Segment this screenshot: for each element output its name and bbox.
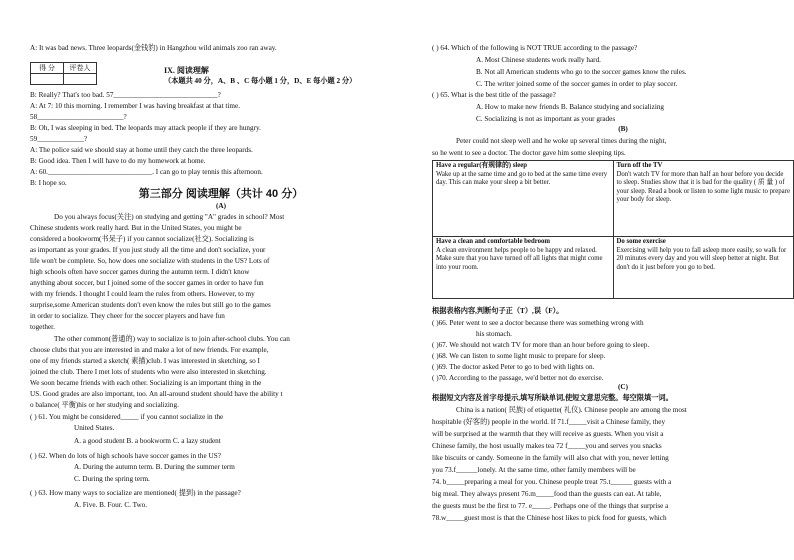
tip-exercise — [613, 237, 794, 299]
passage-a2-line: one of my friends started a sketch( 素描)club. I was interested in sketching, so I — [30, 357, 260, 365]
tip-regular-sleep — [433, 161, 614, 237]
score-cell: 得 分 — [31, 63, 64, 74]
question-63: ( ) 63. How many ways to socialize are mentioned( 提到) in the passage? — [30, 489, 241, 497]
passage-c-line: 78.w_____guest most is that the Chinese host likes to pick food for guests, which — [432, 514, 667, 522]
question-70: ( )70. According to the passage, we'd better not do exercise. — [432, 374, 604, 382]
part-a-label: (A) — [216, 202, 226, 210]
passage-a-line: considered a bookworm(书呆子) if you cannot socialize(社交). Socializing is — [30, 235, 254, 243]
question-61-options: A. a good student B. a bookworm C. a lazy student — [74, 437, 221, 445]
passage-c-line: you 73.f______lonely. At the same time, other family members will be — [432, 466, 636, 474]
section-9-title: IX. 阅读理解 — [164, 66, 209, 75]
passage-c-line: like biscuits or candy. Someone in the family will also chat with you, never letting — [432, 454, 669, 462]
part-3-title: 第三部分 阅读理解（共计 40 分） — [138, 188, 304, 200]
sleep-tips-table — [432, 160, 794, 299]
passage-a2-line: US. Good grades are also important, too. An all-around student should have the ability t — [30, 390, 283, 398]
dialog-line: A: It was bad news. Three leopards(金钱豹) in Hangzhou wild animals zoo ran away. — [30, 44, 277, 52]
left-column — [30, 0, 412, 560]
dialog-line: A: The police said we should stay at home until they catch the three leopards. — [30, 146, 253, 154]
dialog-line: A: At 7: 10 this morning. I remember I was having breakfast at that time. — [30, 102, 240, 110]
part-c-label: (C) — [618, 383, 628, 391]
tip-body: Exercising will help you to fall asleep more easily, so walk for 20 minutes every day and you will sleep better at night. But don't do it just before you go to bed. — [616, 246, 787, 271]
tip-heading: Do some exercise — [616, 238, 666, 245]
question-62-options: A. During the autumn term. B. During the summer term — [74, 463, 235, 471]
passage-a2-line: choose clubs that you are interested in and make a lot of new friends. For example, — [30, 346, 269, 354]
tip-clean-bedroom — [433, 237, 614, 299]
dialog-line: 58________________________? — [30, 113, 127, 121]
question-63-options: A. Five. B. Four. C. Two. — [74, 501, 148, 509]
question-65: ( ) 65. What is the best title of the passage? — [432, 91, 556, 99]
passage-a-line: in order to socialize. They cheer for the soccer players and have fun — [30, 312, 225, 320]
passage-a-line: with my friends. I thought I could learn the rules from others. However, to my — [30, 290, 255, 298]
dialog-line: B: Good idea. Then I will have to do my homework at home. — [30, 157, 206, 165]
passage-a-line: anything about soccer, but I joined some of the soccer games in order to have fun — [30, 279, 264, 287]
passage-c-line: big meal. They always present 76.m_____food than the guests can eat. At table, — [432, 490, 662, 498]
passage-a2-line: The other common(普通的) way to socialize is to join after-school clubs. You can — [54, 335, 290, 343]
question-69: ( )69. The doctor asked Peter to go to bed with lights on. — [432, 363, 595, 371]
passage-a2-line: We soon became friends with each other. Socializing is an important thing in the — [30, 379, 262, 387]
tip-heading: Turn off the TV — [616, 162, 663, 169]
tip-heading: Have a regular(有规律的) sleep — [436, 162, 528, 169]
passage-c-line: Chinese family, the host usually makes tea 72 f_____you and serves you snacks — [432, 442, 662, 450]
question-62: ( ) 62. When do lots of high schools have soccer games in the US? — [30, 452, 221, 460]
dialog-line: B: Oh, I was sleeping in bed. The leopards may attack people if they are hungry. — [30, 124, 261, 132]
passage-c-line: 74. b_____preparing a meal for you. Chinese people treat 75.t______ guests with a — [432, 478, 672, 486]
question-64-option-b: B. Not all American students who go to the soccer games know the rules. — [476, 68, 687, 76]
passage-a-line: as important as your grades. If you just study all the time and don't socialize, your — [30, 246, 266, 254]
question-62-option-c: C. During the spring term. — [74, 475, 150, 483]
tip-heading: Have a clean and comfortable bedroom — [436, 238, 551, 245]
score-table — [30, 62, 97, 85]
passage-a-line: high schools often have soccer games during the autumn term. I didn't know — [30, 268, 250, 276]
right-column — [432, 0, 794, 560]
passage-a-line: Do you always focus(关注) on studying and getting "A" grades in school? Most — [54, 213, 285, 221]
passage-a-line: surprise,some American students don't even know the rules but still go to the games — [30, 301, 271, 309]
question-64-option-a: A. Most Chinese students work really hard. — [476, 56, 601, 64]
question-64-option-c: C. The writer joined some of the soccer games in order to play soccer. — [476, 80, 678, 88]
question-65-options: A. How to make new friends B. Balance studying and socializing — [476, 103, 665, 111]
question-66: ( )66. Peter went to see a doctor because there was something wrong with — [432, 319, 644, 327]
question-64: ( ) 64. Which of the following is NOT TRUE according to the passage? — [432, 44, 638, 52]
passage-c-line: the guests must be the first to 77. e_____. Perhaps one of the things that surprise a — [432, 502, 669, 510]
passage-c-line: will be surprised at the warmth that they will receive as guests. When you visit a — [432, 430, 664, 438]
part-b-label: (B) — [618, 125, 628, 133]
passage-a-line: Chinese students work really hard. But in the United States, you might be — [30, 224, 242, 232]
passage-b-line: so he went to see a doctor. The doctor gave him some sleeping tips. — [432, 149, 626, 157]
passage-a-line: together. — [30, 323, 55, 331]
dialog-line: B: Really? That's too bad. 57_____________________________? — [30, 91, 221, 99]
section-9-subtitle: （本题共 40 分，A、B 、C 每小题 1 分，D、E 每小题 2 分） — [164, 77, 357, 85]
true-false-title: 根据表格内容,判断句子正（T）,误（F）。 — [432, 307, 564, 315]
tip-body: Wake up at the same time and go to bed at the same time every day. This can make your sleep a bit better. — [436, 170, 608, 187]
passage-a2-line: joined the club. There I met lots of students who were also interested in sketching. — [30, 368, 267, 376]
grader-blank — [64, 74, 97, 85]
question-61-cont: United States. — [74, 424, 115, 432]
passage-a-line: life won't be complete. So, how does one socialize with students in the US? Lots of — [30, 257, 270, 265]
dialog-line: A: 60._____________________________. I can go to play tennis this afternoon. — [30, 168, 263, 176]
question-61: ( ) 61. You might be considered_____ if you cannot socialize in the — [30, 413, 224, 421]
passage-c-line: China is a nation( 民族) of etiquette( 礼仪). Chinese people are among the most — [456, 406, 687, 414]
question-68: ( )68. We can listen to some light music to prepare for sleep. — [432, 352, 606, 360]
passage-a2-line: o balance( 平衡)his or her studying and socializing. — [30, 401, 179, 409]
grader-cell: 评卷人 — [64, 63, 97, 74]
part-c-instructions: 根据短文内容及首字母提示,填写所缺单词,使短文意思完整。每空限填一词。 — [432, 394, 673, 402]
tip-body: A clean environment helps people to be happy and relaxed. Make sure that you have turned off all lights that might come into your room. — [436, 246, 603, 271]
dialog-line: 59_____________? — [30, 135, 88, 143]
tip-turn-off-tv — [613, 161, 794, 237]
question-66-cont: his stomach. — [476, 330, 512, 338]
tip-body: Don't watch TV for more than half an hour before you decide to sleep. Studies show that it is bad for the quality ( 质 量 ) of your sleep. Read a book or listen to some light music to prepare your body for sleep. — [616, 170, 790, 204]
passage-c-line: hospitable (好客的) people in the world. If 71.f_____visit a Chinese family, they — [432, 418, 666, 426]
question-67: ( )67. We should not watch TV for more than an hour before going to sleep. — [432, 341, 650, 349]
dialog-line: B: I hope so. — [30, 179, 67, 187]
passage-b-line: Peter could not sleep well and he woke up several times during the night, — [456, 137, 667, 145]
score-blank — [31, 74, 64, 85]
question-65-option-c: C. Socializing is not as important as your grades — [476, 115, 616, 123]
